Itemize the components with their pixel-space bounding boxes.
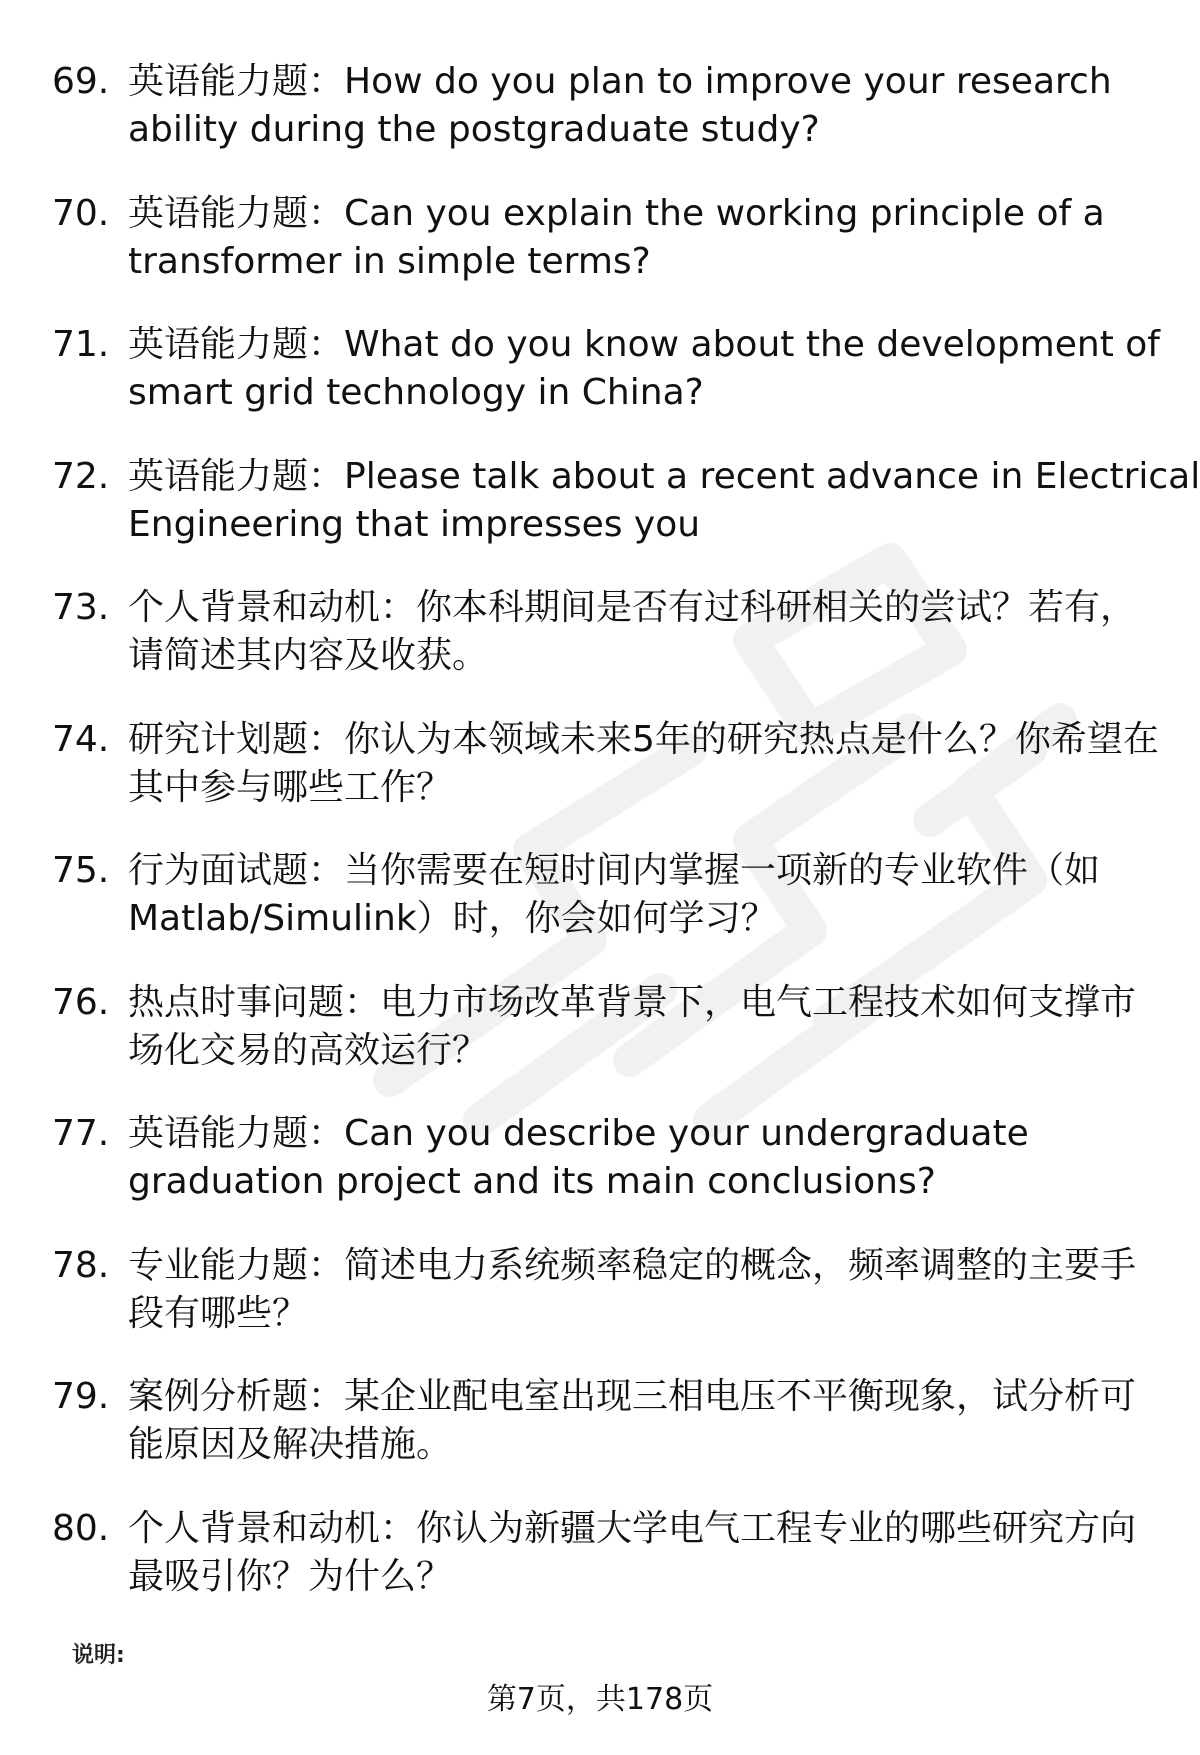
- question-text: [128, 716, 1200, 812]
- question-line: Engineering that impresses you: [128, 503, 701, 545]
- question-number: 77.: [52, 1113, 110, 1154]
- question-line: 段有哪些？: [128, 1292, 309, 1334]
- question-item: [52, 1242, 1162, 1374]
- question-item: [52, 321, 1162, 453]
- question-item: [52, 58, 1162, 190]
- question-item: [52, 584, 1162, 716]
- question-line: 场化交易的高效运行？: [128, 1029, 489, 1071]
- question-line: smart grid technology in China?: [128, 372, 704, 413]
- question-text: [128, 584, 1200, 680]
- question-number: 70.: [52, 192, 110, 234]
- question-number: 72.: [52, 455, 110, 497]
- question-text: [128, 1373, 1200, 1469]
- question-line: graduation project and its main conclusions?: [128, 1161, 936, 1202]
- question-line: Matlab/Simulink）时，你会如何学习？: [128, 898, 777, 939]
- question-text: [128, 321, 1200, 417]
- question-line: 英语能力题：Please talk about a recent advance in Electrical: [128, 455, 1200, 497]
- question-line: 研究计划题：你认为本领域未来5年的研究热点是什么？你希望在: [128, 718, 1159, 760]
- question-number: 69.: [52, 61, 110, 102]
- question-line: 行为面试题：当你需要在短时间内掌握一项新的专业软件（如: [128, 850, 1101, 891]
- question-line: 英语能力题：How do you plan to improve your research: [128, 61, 1112, 102]
- question-line: 英语能力题：Can you describe your undergraduate: [128, 1113, 1029, 1154]
- question-line: 英语能力题：What do you know about the development of: [128, 324, 1160, 365]
- question-text: [128, 58, 1200, 154]
- question-text: [128, 1505, 1200, 1601]
- question-text: [128, 190, 1200, 286]
- question-number: 71.: [52, 324, 110, 365]
- question-number: 74.: [52, 718, 110, 760]
- question-line: 其中参与哪些工作？: [128, 766, 453, 808]
- question-number: 73.: [52, 587, 110, 628]
- question-item: [52, 716, 1162, 848]
- question-line: 最吸引你？为什么？: [128, 1555, 453, 1597]
- question-item: [52, 1373, 1162, 1505]
- question-line: 个人背景和动机：你认为新疆大学电气工程专业的哪些研究方向: [128, 1507, 1137, 1549]
- question-text: [128, 453, 1200, 549]
- question-number: 75.: [52, 850, 110, 891]
- question-list: [52, 58, 1200, 1636]
- question-item: [52, 847, 1162, 979]
- question-text: [128, 979, 1200, 1075]
- note-label: 说明:: [72, 1643, 125, 1668]
- question-line: 个人背景和动机：你本科期间是否有过科研相关的尝试？若有，: [128, 587, 1137, 628]
- question-item: [52, 453, 1200, 585]
- question-number: 79.: [52, 1376, 110, 1417]
- question-line: 专业能力题：简述电力系统频率稳定的概念，频率调整的主要手: [128, 1244, 1137, 1286]
- question-item: [52, 1110, 1162, 1242]
- question-item: [52, 1505, 1162, 1637]
- question-line: 案例分析题：某企业配电室出现三相电压不平衡现象，试分析可: [128, 1376, 1137, 1417]
- question-item: [52, 979, 1162, 1111]
- question-item: [52, 190, 1162, 322]
- question-text: [128, 847, 1200, 943]
- question-line: 请简述其内容及收获。: [128, 635, 489, 676]
- question-line: ability during the postgraduate study?: [128, 109, 820, 150]
- question-text: [128, 1110, 1200, 1206]
- question-number: 80.: [52, 1507, 110, 1549]
- question-line: transformer in simple terms?: [128, 240, 651, 282]
- question-line: 英语能力题：Can you explain the working principle of a: [128, 192, 1105, 234]
- question-line: 能原因及解决措施。: [128, 1424, 453, 1465]
- question-number: 76.: [52, 981, 110, 1023]
- question-line: 热点时事问题：电力市场改革背景下，电气工程技术如何支撑市: [128, 981, 1137, 1023]
- page-footer: 第7页，共178页: [486, 1682, 714, 1717]
- question-text: [128, 1242, 1200, 1338]
- question-number: 78.: [52, 1244, 110, 1286]
